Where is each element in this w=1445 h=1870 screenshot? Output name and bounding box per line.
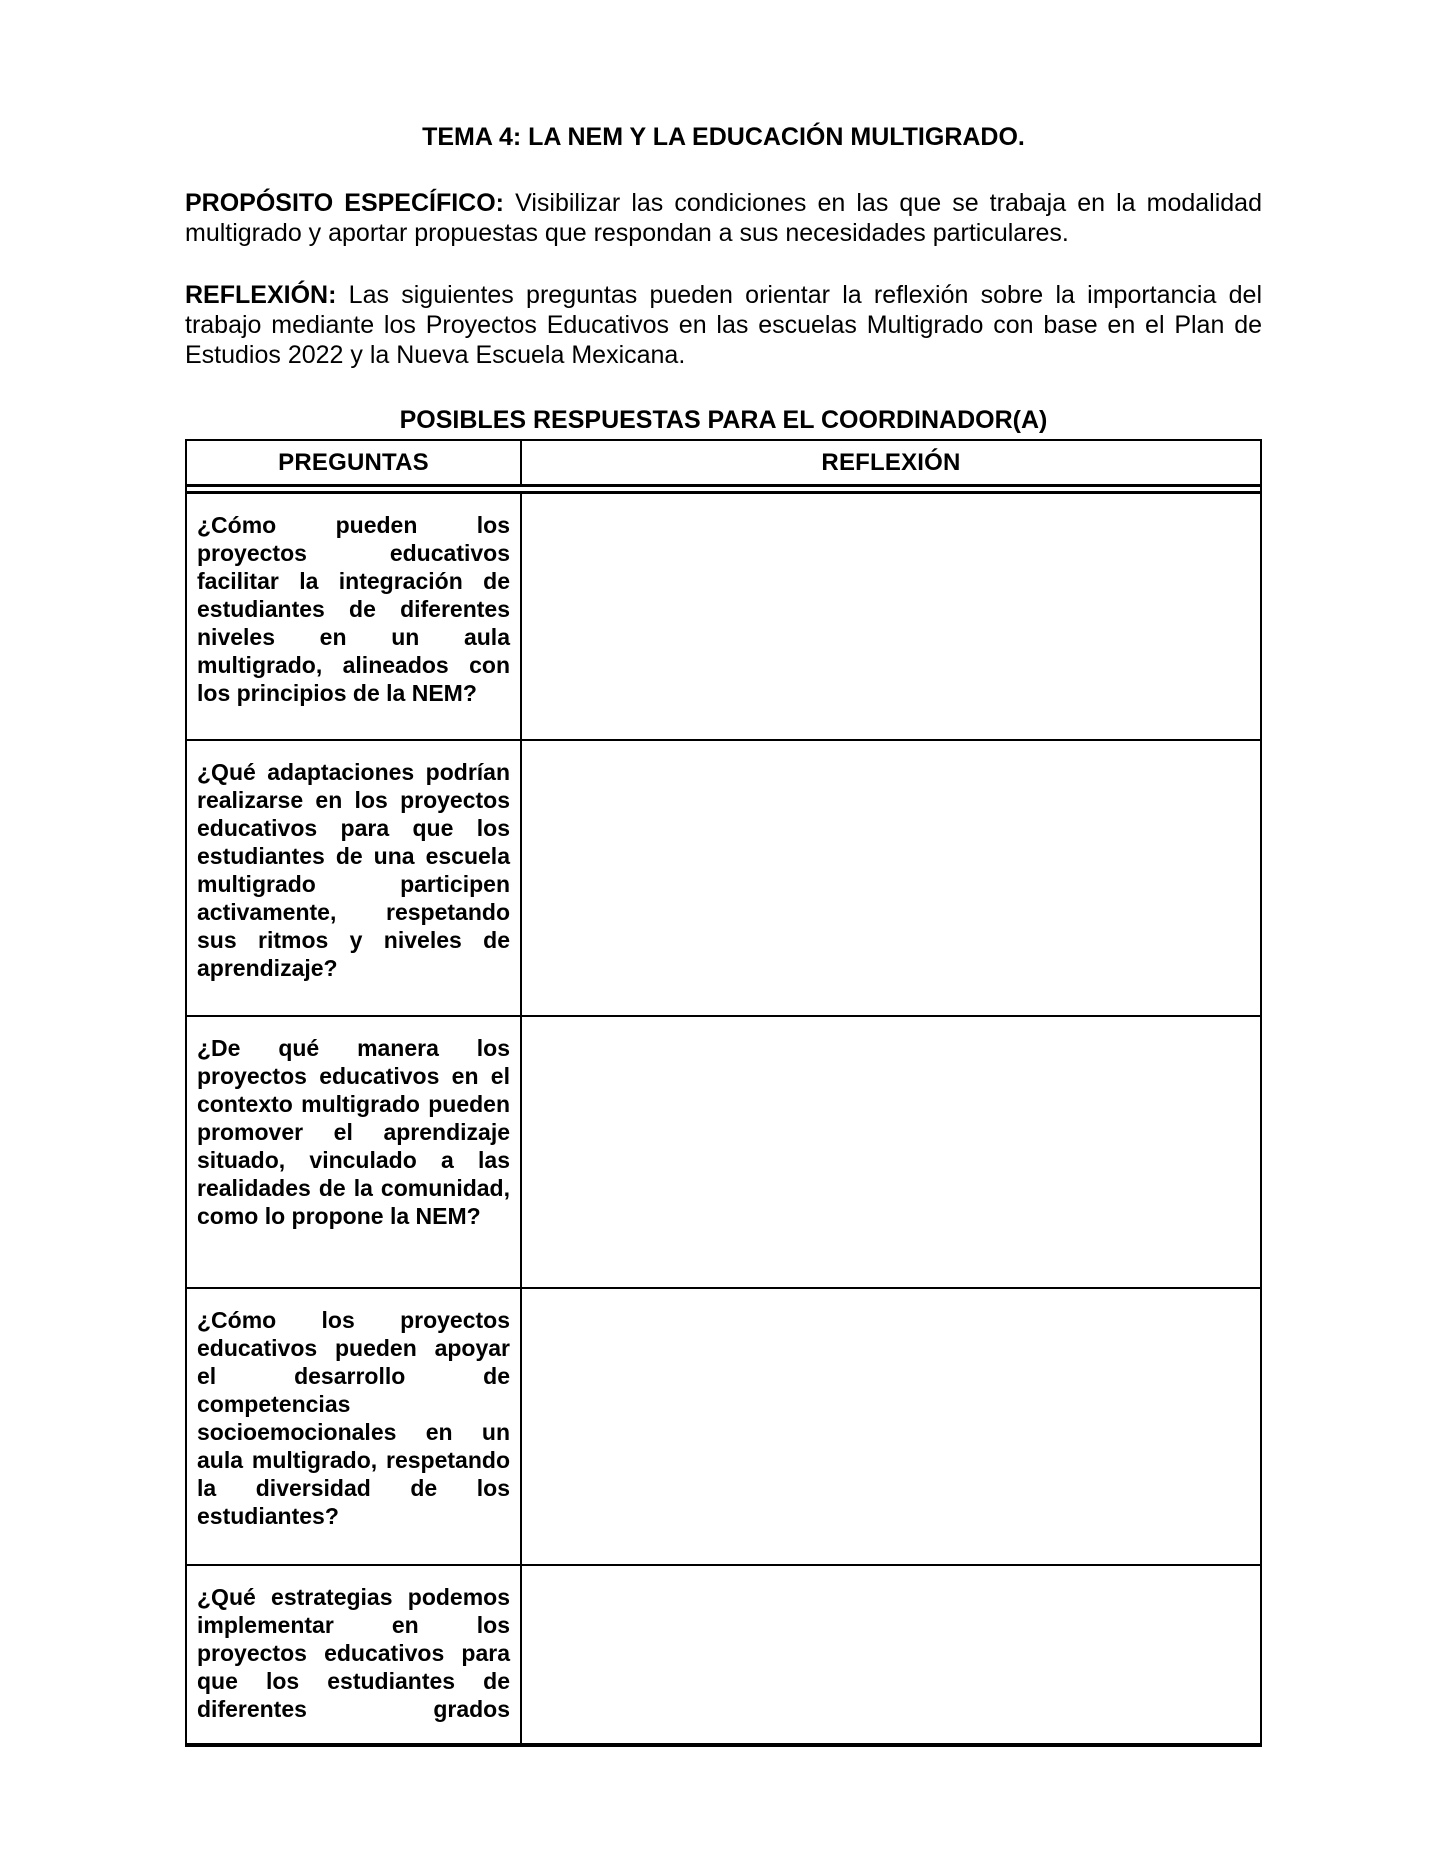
reflexion-text: Las siguientes preguntas pueden orientar la reflexión sobre la importancia del trabajo mediante los Proyectos Educativos en las escuelas Multigrado con base en el Plan de Estudios 2022 y la Nueva Escuela Mexicana. — [185, 281, 1262, 369]
table-caption: POSIBLES RESPUESTAS PARA EL COORDINADOR(A) — [399, 406, 1048, 434]
reflexion-cell — [522, 1017, 1260, 1287]
table-row — [187, 1017, 1260, 1289]
table-row — [187, 1289, 1260, 1566]
reflexion-cell — [522, 1289, 1260, 1564]
pregunta-cell: ¿Cómo los proyectos educativos pueden apoyar el desarrollo de competencias socioemocionales en un aula multigrado, respetando la diversidad de los estudiantes? — [187, 1289, 522, 1564]
pregunta-cell: ¿Qué estrategias podemos implementar en los proyectos educativos para que los estudiantes de diferentes grados — [187, 1566, 522, 1743]
reflexion-cell — [522, 1566, 1260, 1743]
table-row — [187, 494, 1260, 741]
reflexion-paragraph — [185, 280, 1262, 370]
reflexion-label: REFLEXIÓN: — [185, 281, 337, 309]
table-header-row — [187, 441, 1260, 494]
document-title: TEMA 4: LA NEM Y LA EDUCACIÓN MULTIGRADO. — [422, 123, 1025, 151]
proposito-text: Visibilizar las condiciones en las que se trabaja en la modalidad multigrado y aportar propuestas que respondan a sus necesidades particulares. — [185, 189, 1262, 247]
questions-table — [185, 439, 1262, 1747]
proposito-paragraph — [185, 188, 1262, 248]
pregunta-cell: ¿Cómo pueden los proyectos educativos facilitar la integración de estudiantes de diferentes niveles en un aula multigrado, alineados con los principios de la NEM? — [187, 494, 522, 739]
table-row — [187, 1566, 1260, 1743]
header-cell-reflexion: REFLEXIÓN — [821, 448, 961, 476]
reflexion-cell — [522, 741, 1260, 1015]
reflexion-cell — [522, 494, 1260, 739]
pregunta-cell: ¿De qué manera los proyectos educativos en el contexto multigrado pueden promover el aprendizaje situado, vinculado a las realidades de la comunidad, como lo propone la NEM? — [187, 1017, 522, 1287]
table-row — [187, 741, 1260, 1017]
proposito-label: PROPÓSITO ESPECÍFICO: — [185, 189, 505, 217]
pregunta-cell: ¿Qué adaptaciones podrían realizarse en los proyectos educativos para que los estudiantes de una escuela multigrado participen activamente, respetando sus ritmos y niveles de aprendizaje? — [187, 741, 522, 1015]
header-cell-preguntas: PREGUNTAS — [187, 441, 522, 484]
